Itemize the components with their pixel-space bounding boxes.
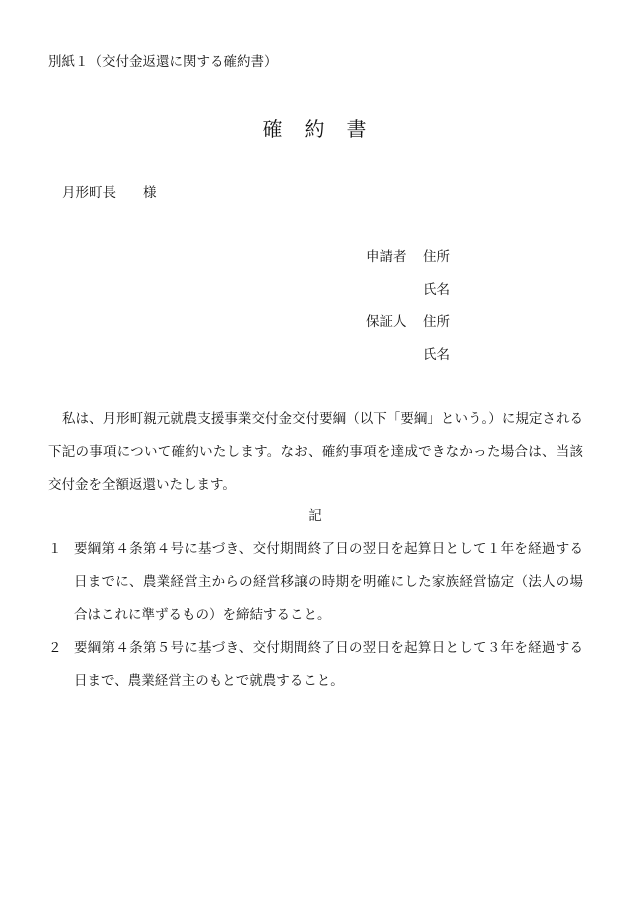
list-item	[48, 632, 583, 698]
addressee: 月形町長 様	[62, 185, 157, 201]
ki-heading: 記	[308, 508, 322, 524]
list-item-number: １	[48, 541, 62, 557]
list-item-number: ２	[48, 640, 62, 656]
intro-paragraph: 私は、月形町親元就農支援事業交付金交付要綱（以下「要綱」という。）に規定される下記の事項について確約いたします。なお、確約事項を達成できなかった場合は、当該交付金を全額返還いたします。	[48, 411, 583, 493]
applicant-address-label: 住所	[423, 249, 450, 265]
list-item-text: 要綱第４条第４号に基づき、交付期間終了日の翌日を起算日として１年を経過する日までに、農業経営主からの経営移譲の時期を明確にした家族経営協定（法人の場合はこれに準ずるもの）を締結すること。	[74, 541, 583, 623]
guarantor-name-label: 氏名	[423, 347, 450, 363]
list-item-text: 要綱第４条第５号に基づき、交付期間終了日の翌日を起算日として３年を経過する日まで、農業経営主のもとで就農すること。	[74, 640, 583, 689]
guarantor-address-label: 住所	[423, 314, 450, 330]
attachment-note: 別紙１（交付金返還に関する確約書）	[48, 54, 278, 70]
guarantor-role: 保証人	[366, 314, 407, 330]
list-item	[48, 533, 583, 632]
applicant-name-label: 氏名	[423, 282, 450, 298]
document-title: 確 約 書	[262, 117, 368, 141]
applicant-role: 申請者	[366, 249, 407, 265]
